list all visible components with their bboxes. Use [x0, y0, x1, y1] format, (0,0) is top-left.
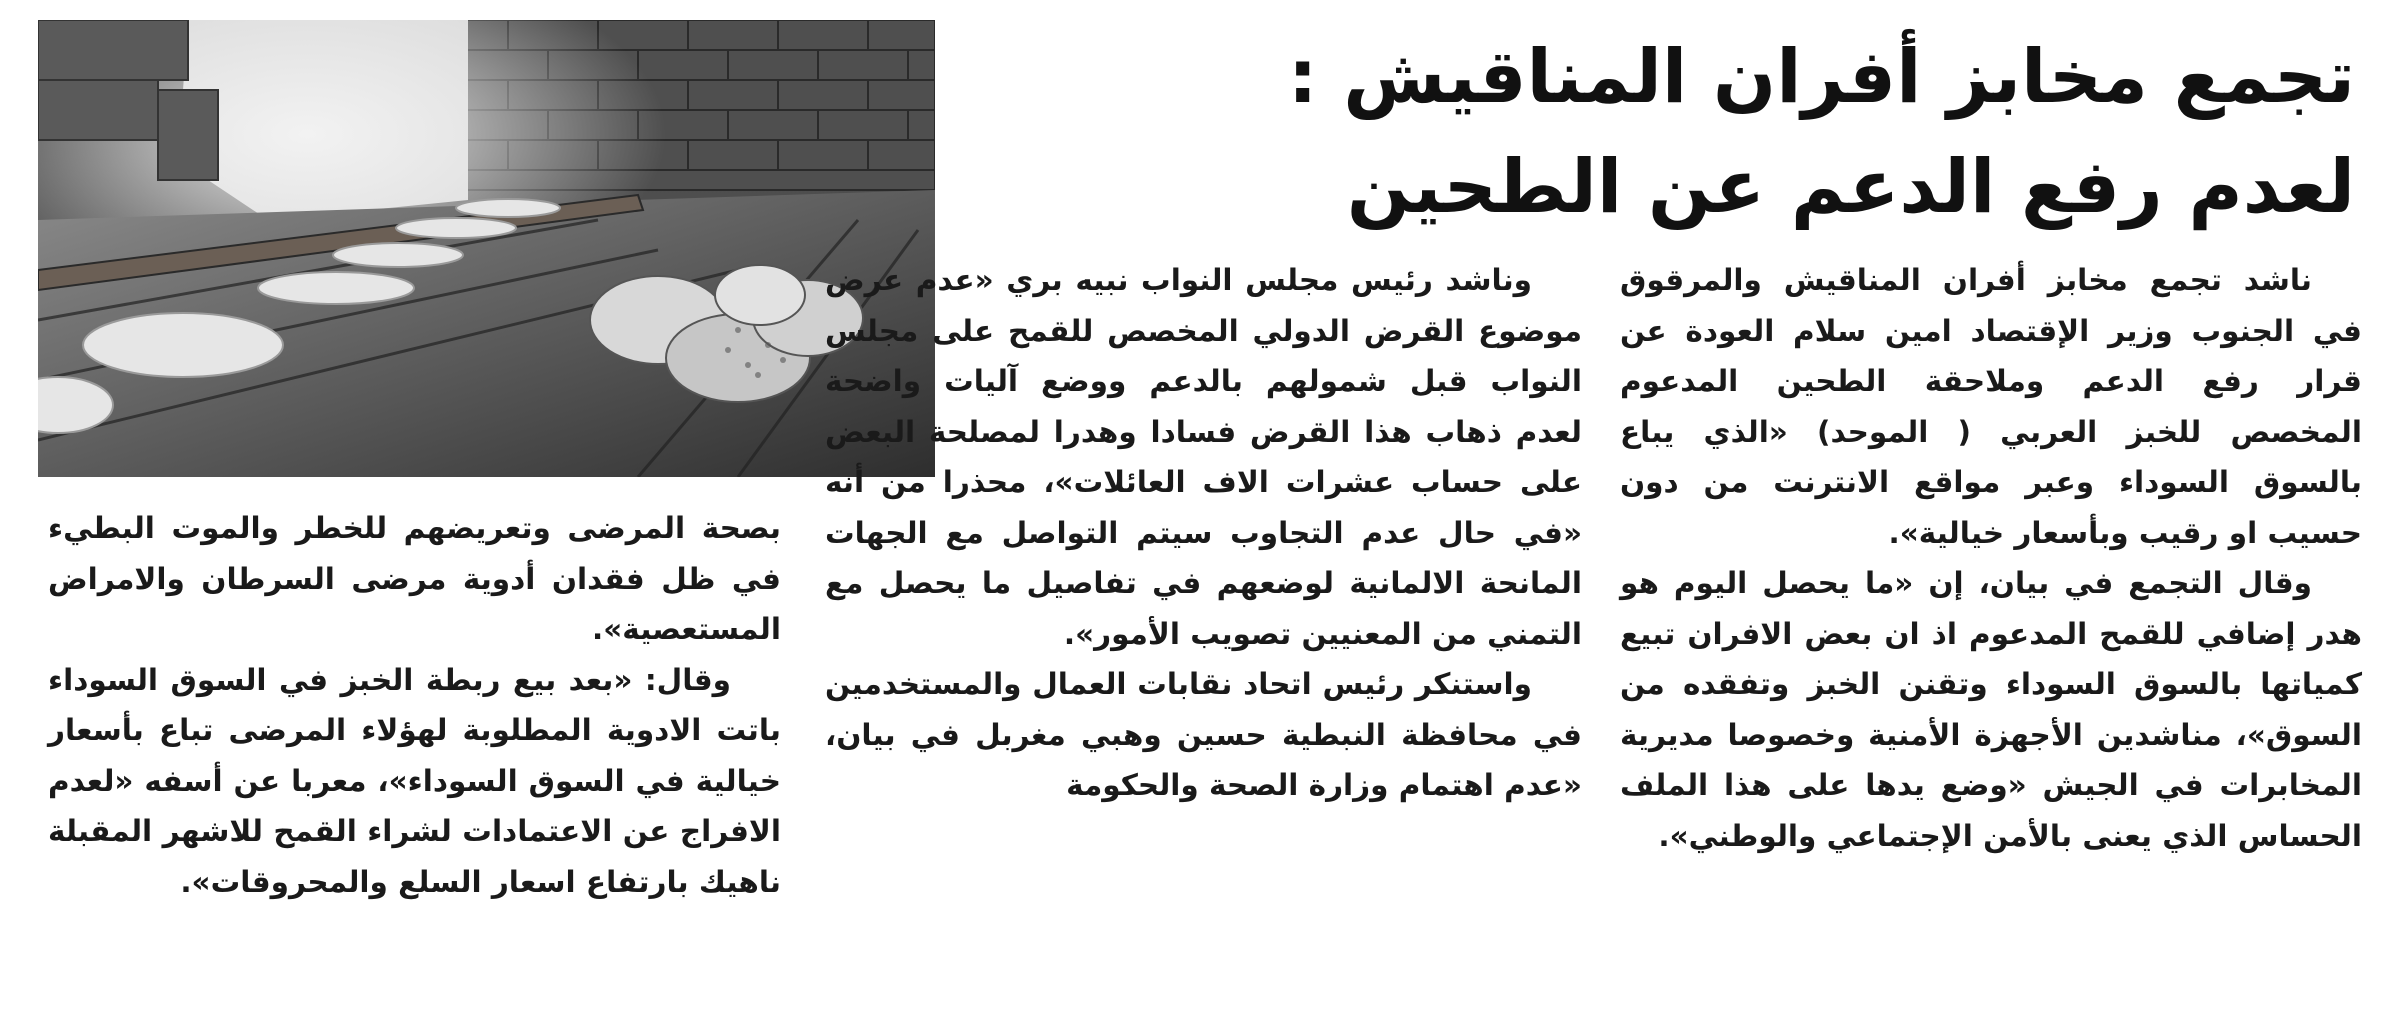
column-middle [825, 255, 1582, 811]
paragraph: ناشد تجمع مخابز أفران المناقيش والمرقوق في الجنوب وزير الإقتصاد امين سلام العودة عن قرار رفع الدعم وملاحقة الطحين المدعوم المخصص للخبز العربي ( الموحد) «الذي يباع بالسوق السوداء وعبر مواقع الانترنت من دون حسيب او رقيب وبأسعار خيالية». [1620, 263, 2362, 550]
headline-line-2: لعدم رفع الدعم عن الطحين [1346, 144, 2355, 230]
paragraph: وناشد رئيس مجلس النواب نبيه بري «عدم عرض موضوع القرض الدولي المخصص للقمح على مجلس النواب قبل شمولهم بالدعم ووضع آليات واضحة لعدم ذهاب هذا القرض فسادا وهدرا لمصلحة البعض على حساب عشرات الاف العائلات»، محذرا من أنه «في حال عدم التجاوب سيتم التواصل مع الجهات المانحة الالمانية لوضعهم في تفاصيل ما يحصل مع التمني من المعنيين تصويب الأمور». [825, 263, 1582, 651]
paragraph: وقال: «بعد بيع ربطة الخبز في السوق السوداء باتت الادوية المطلوبة لهؤلاء المرضى تباع بأسعار خيالية في السوق السوداء»، معربا عن أسفه «لعدم الافراج عن الاعتمادات لشراء القمح للاشهر المقبلة ناهيك بارتفاع اسعار السلع والمحروقات». [48, 662, 781, 899]
bakery-photo [38, 20, 935, 477]
column-left [48, 503, 781, 907]
bakery-oven-illustration [38, 20, 935, 477]
paragraph: واستنكر رئيس اتحاد نقابات العمال والمستخدمين في محافظة النبطية حسين وهبي مغربل في بيان، «عدم اهتمام وزارة الصحة والحكومة [825, 667, 1582, 802]
paragraph: بصحة المرضى وتعريضهم للخطر والموت البطيء في ظل فقدان أدوية مرضى السرطان والامراض المستعصية». [48, 511, 781, 646]
paragraph: وقال التجمع في بيان، إن «ما يحصل اليوم هو هدر إضافي للقمح المدعوم اذ ان بعض الافران تبيع كمياتها بالسوق السوداء وتقنن الخبز وتفقده من السوق»، مناشدين الأجهزة الأمنية وخصوصا مديرية المخابرات في الجيش «وضع يدها على هذا الملف الحساس الذي يعنى بالأمن الإجتماعي والوطني». [1620, 566, 2362, 853]
article-headline [960, 22, 2355, 242]
column-right [1620, 255, 2362, 861]
headline-line-1: تجمع مخابز أفران المناقيش : [1287, 34, 2355, 120]
